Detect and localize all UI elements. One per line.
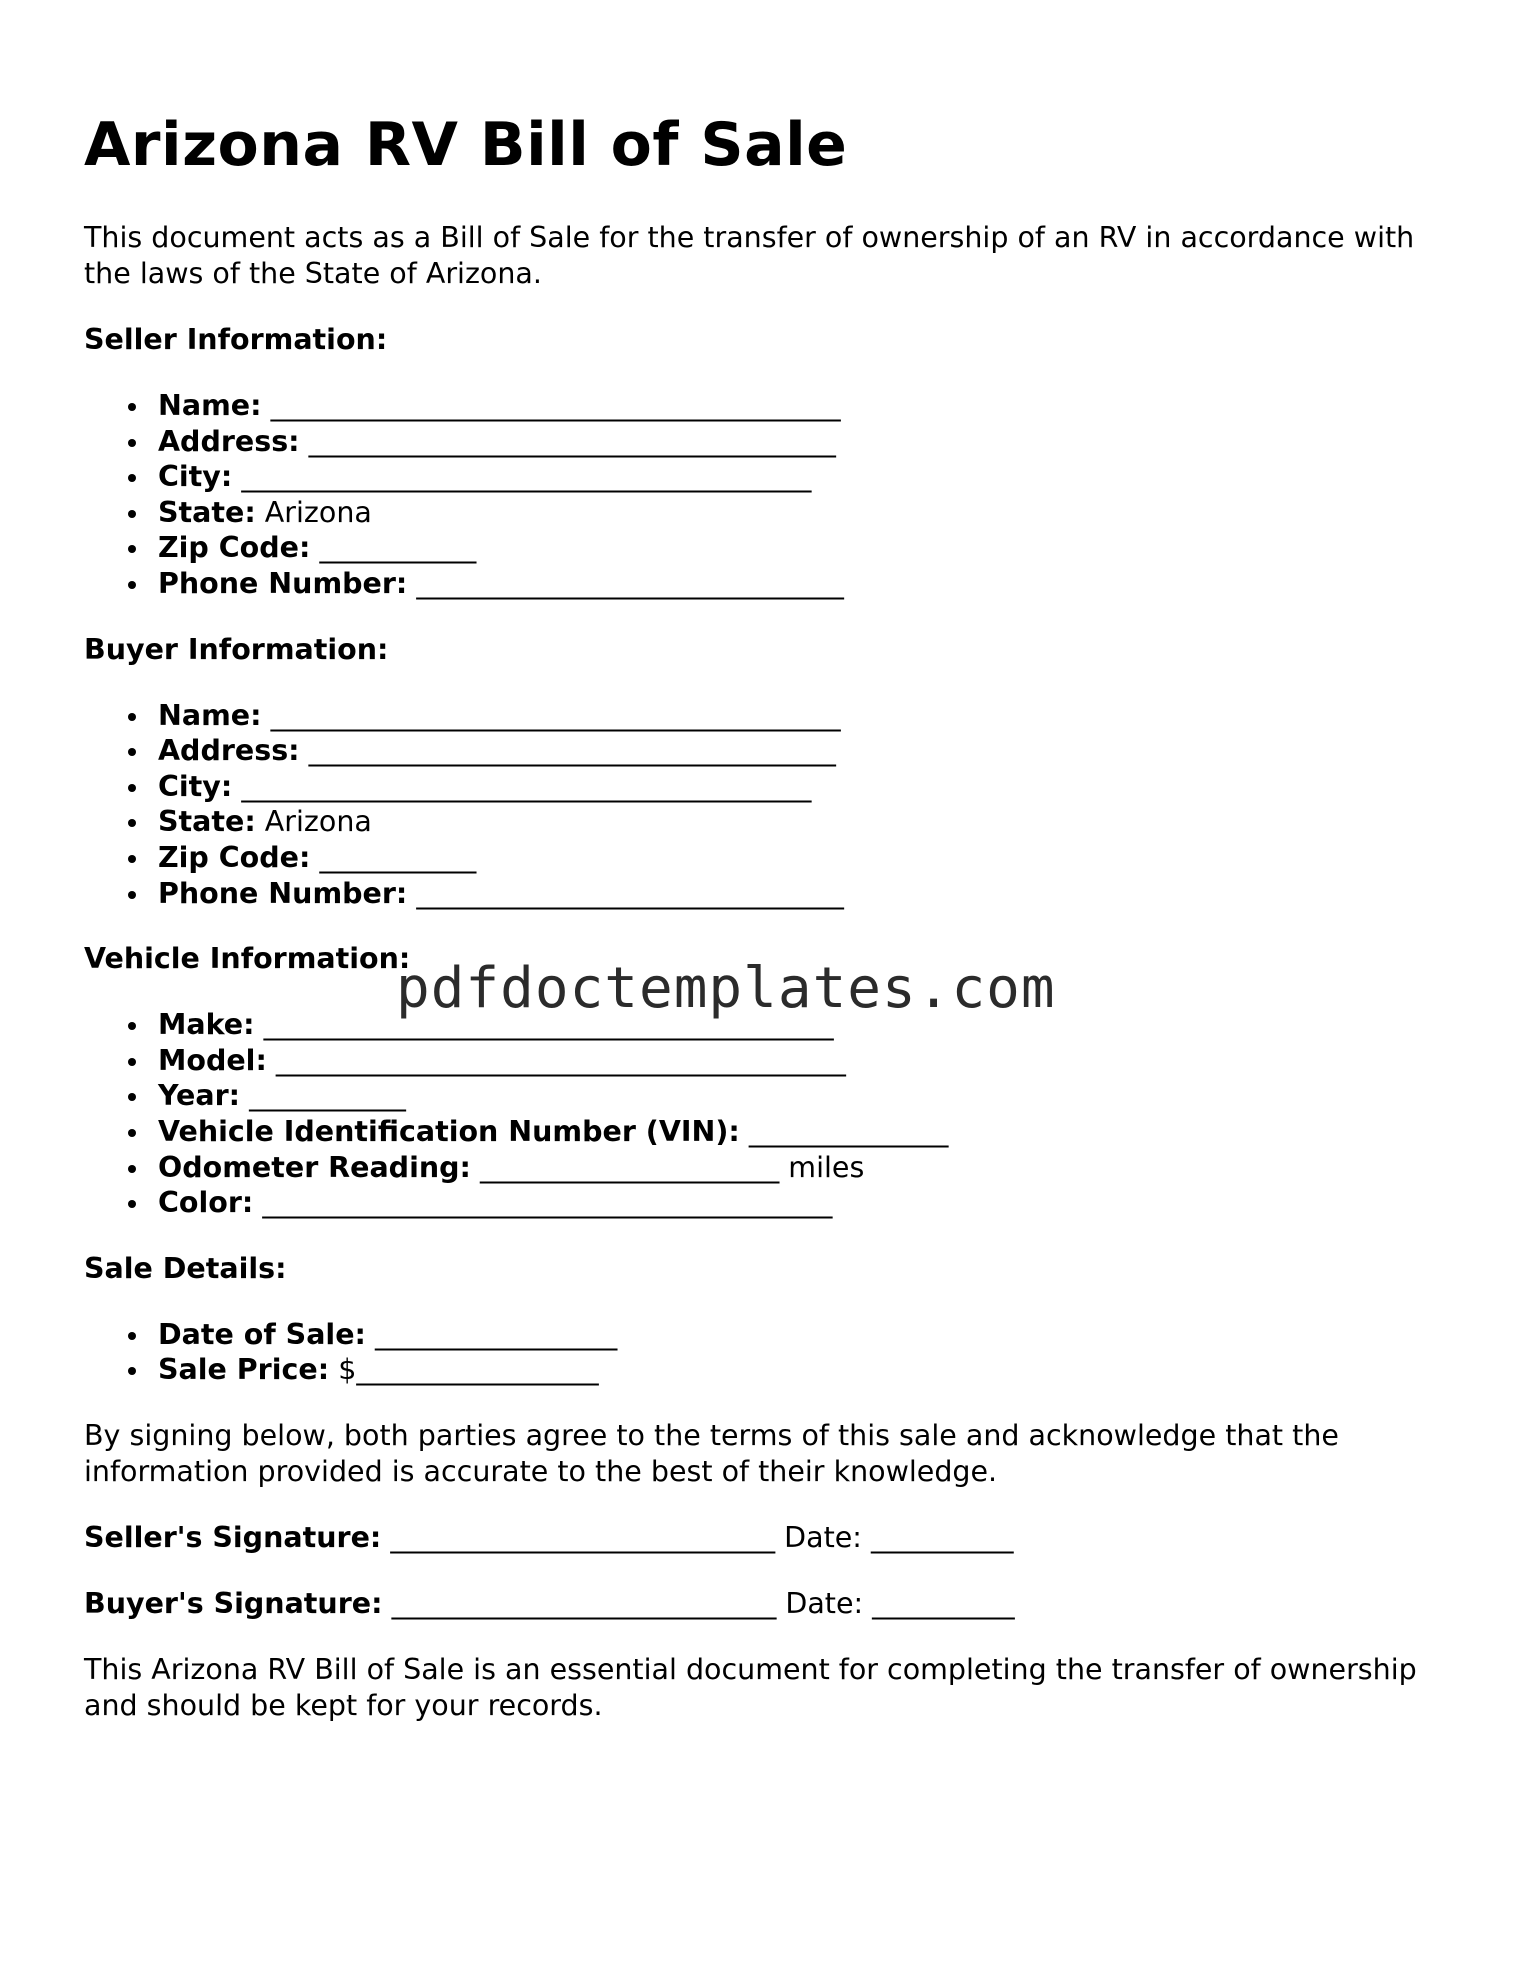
buyer-signature-line [84,1586,1464,1622]
seller-signature-line [84,1520,1464,1556]
seller-signature-input[interactable]: ___________________________ Date: __________ [390,1520,1014,1554]
field-label: Odometer Reading: [158,1150,471,1184]
field-label: Phone Number: [158,566,408,600]
field-value: Arizona [264,805,372,839]
document-page [84,100,1464,1724]
seller-section-heading: Seller Information: [84,323,388,356]
sale-price-field [84,1352,1464,1388]
watermark-text: pdfdoctemplates.com [396,956,1056,1021]
field-value[interactable]: ______________________________ [416,566,844,600]
field-label: Zip Code: [158,840,311,874]
field-label: Name: [158,389,262,422]
field-value[interactable]: _____________________________________ [308,734,836,768]
field-value[interactable]: ________________________________________ [275,1043,846,1077]
field-label: Year: [158,1079,241,1113]
vehicle-fields [84,1007,1464,1221]
field-value[interactable]: _____________________ miles [480,1150,865,1184]
field-label: Color: [158,1186,254,1220]
field-value[interactable]: ___________ [319,840,477,874]
buyer-zip-field [84,840,1464,876]
field-label: Name: [158,698,262,732]
seller-address-field [84,424,1464,460]
field-value[interactable]: ________________________________________ [270,698,841,732]
seller-city-field [84,459,1464,495]
seller-signature-label: Seller's Signature: [84,1520,382,1554]
field-label: Zip Code: [158,531,311,565]
field-label: Phone Number: [158,876,408,910]
buyer-city-field [84,769,1464,805]
buyer-phone-field [84,876,1464,912]
field-label: Address: [158,734,300,768]
seller-state-field [84,495,1464,531]
sale-fields [84,1317,1464,1388]
vehicle-color-field [84,1185,1464,1221]
field-label: Model: [158,1043,267,1077]
vehicle-odometer-field [84,1150,1464,1186]
buyer-section-heading: Buyer Information: [84,632,389,666]
buyer-state-field [84,804,1464,840]
field-label: Date of Sale: [158,1317,366,1351]
vehicle-model-field [84,1043,1464,1079]
buyer-name-field [84,698,1464,734]
field-value[interactable]: ________________________________________ [241,769,812,803]
sale-section-heading: Sale Details: [84,1251,287,1285]
intro-paragraph: This document acts as a Bill of Sale for the transfer of ownership of an RV in accordance with the laws of the State of Arizona. [84,221,1415,290]
field-value[interactable]: ________________________________________ [241,460,812,494]
seller-zip-field [84,530,1464,566]
field-label: Address: [158,424,300,458]
seller-phone-field [84,566,1464,602]
vehicle-section-heading: Vehicle Information: [84,942,411,976]
buyer-signature-input[interactable]: ___________________________ Date: __________ [391,1586,1015,1620]
field-label: State: [158,805,256,839]
seller-name-field [84,388,1464,424]
field-value[interactable]: _________________ [374,1317,618,1351]
field-value[interactable]: ________________________________________ [270,389,841,422]
closing-paragraph: This Arizona RV Bill of Sale is an essential document for completing the transfer of ownership and should be kept for your records. [84,1652,1417,1722]
field-value[interactable]: ________________________________________ [262,1186,833,1220]
vehicle-year-field [84,1078,1464,1114]
field-value[interactable]: ______________ [748,1114,949,1148]
field-label: Vehicle Identification Number (VIN): [158,1114,740,1148]
field-label: Make: [158,1008,255,1042]
vehicle-vin-field [84,1114,1464,1150]
buyer-fields [84,698,1464,912]
field-value: Arizona [264,495,372,529]
field-value[interactable]: ________________________________________ [263,1008,834,1042]
field-label: State: [158,495,256,529]
field-value[interactable]: ___________ [249,1079,406,1113]
field-value[interactable]: $_________________ [338,1353,599,1387]
field-label: City: [158,769,233,803]
buyer-signature-label: Buyer's Signature: [84,1586,383,1620]
agreement-paragraph: By signing below, both parties agree to the terms of this sale and acknowledge that the information provided is accurate to the best of their knowledge. [84,1418,1339,1488]
field-value[interactable]: ___________ [319,531,477,565]
field-value[interactable]: ______________________________ [416,876,844,910]
seller-fields [84,388,1464,602]
document-title: Arizona RV Bill of Sale [84,110,848,180]
field-label: City: [158,460,233,494]
field-label: Sale Price: [158,1353,330,1387]
buyer-address-field [84,733,1464,769]
sale-date-field [84,1317,1464,1353]
field-value[interactable]: _____________________________________ [308,424,836,458]
